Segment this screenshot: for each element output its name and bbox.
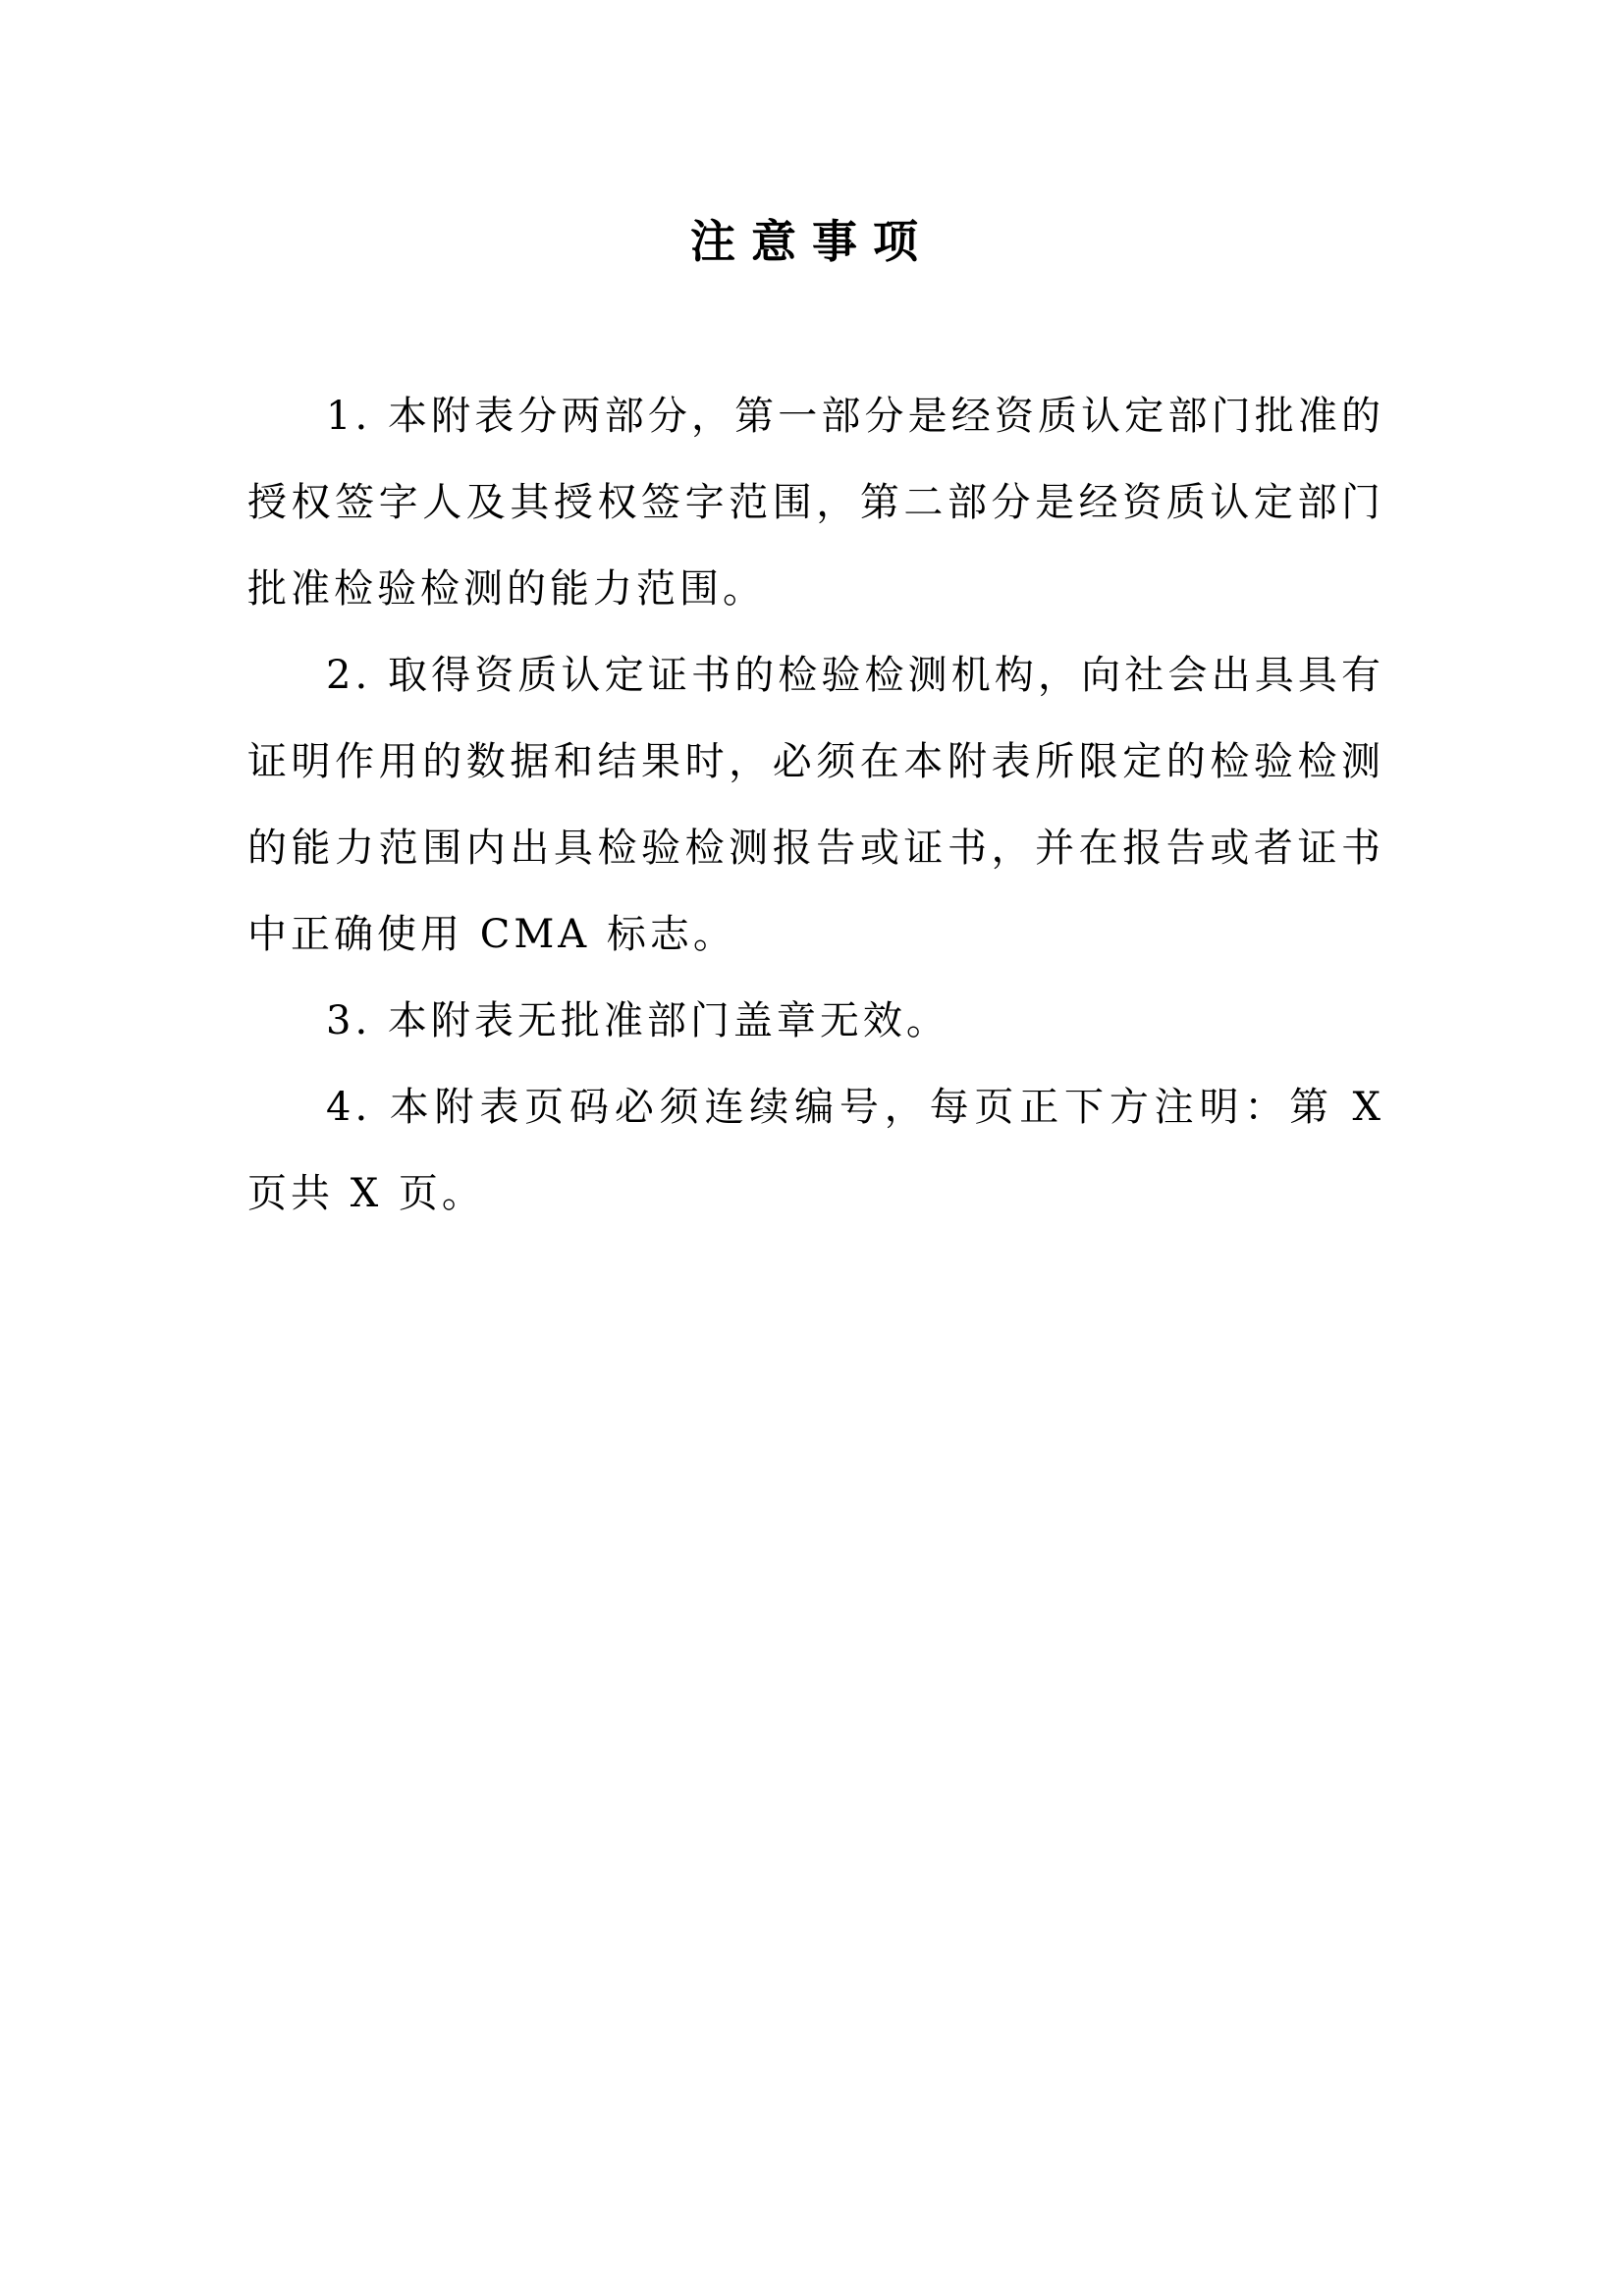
notice-item-4: 4. 本附表页码必须连续编号，每页正下方注明：第 X 页共 X 页。 <box>247 1085 1384 1216</box>
notice-item-2: 2. 取得资质认定证书的检验检测机构，向社会出具具有证明作用的数据和结果时，必须在本附表所限定的检验检测的能力范围内出具检验检测报告或证书，并在报告或者证书中正确使用 CMA 标志。 <box>247 653 1384 957</box>
notice-item-1: 1. 本附表分两部分，第一部分是经资质认定部门批准的授权签字人及其授权签字范围，第二部分是经资质认定部门批准检验检测的能力范围。 <box>247 394 1384 612</box>
notice-list <box>247 373 1384 1237</box>
page-title: 注意事项 <box>690 215 934 268</box>
notice-item-3: 3. 本附表无批准部门盖章无效。 <box>326 998 949 1043</box>
